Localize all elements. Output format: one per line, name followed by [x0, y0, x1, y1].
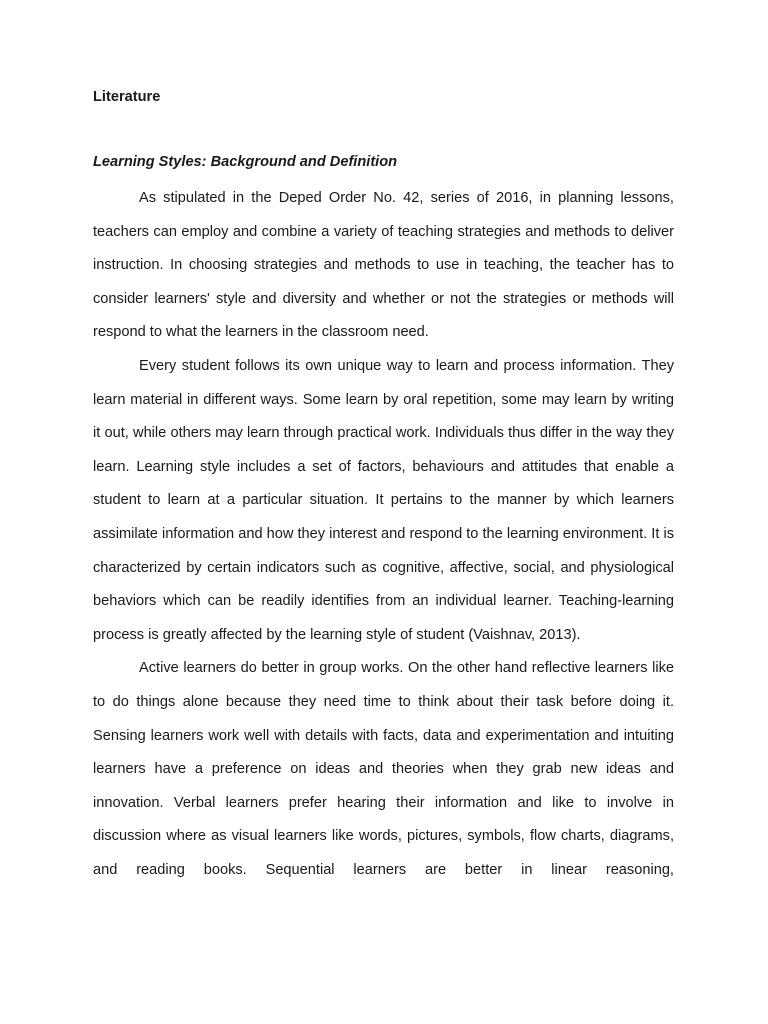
- paragraph-2: Every student follows its own unique way to learn and process information. They learn material in different ways. Some learn by oral repetition, some may learn by writing it out, while others may learn through practical work. Individuals thus differ in the way they learn. Learning style includes a set of factors, behaviours and attitudes that enable a student to learn at a particular situation. It pertains to the manner by which learners assimilate information and how they interest and respond to the learning environment. It is characterized by certain indicators such as cognitive, affective, social, and physiological behaviors which can be readily identifies from an individual learner. Teaching-learning process is greatly affected by the learning style of student (Vaishnav, 2013).: [93, 357, 674, 643]
- subheading: Learning Styles: Background and Definition: [93, 154, 398, 170]
- body-text: [93, 182, 674, 887]
- paragraph-1: As stipulated in the Deped Order No. 42, series of 2016, in planning lessons, teachers can employ and combine a variety of teaching strategies and methods to deliver instruction. In choosing strategies and methods to use in teaching, the teacher has to consider learners' style and diversity and whether or not the strategies or methods will respond to what the learners in the classroom need.: [93, 190, 674, 341]
- paragraph-3: Active learners do better in group works. On the other hand reflective learners like to do things alone because they need time to think about their task before doing it. Sensing learners work well with details with facts, data and experimentation and intuiting learners have a preference on ideas and theories when they grab new ideas and innovation. Verbal learners prefer hearing their information and like to involve in discussion where as visual learners like words, pictures, symbols, flow charts, diagrams, and reading books. Sequential learners are better in linear reasoning,: [93, 660, 674, 878]
- section-title: Literature: [93, 89, 161, 105]
